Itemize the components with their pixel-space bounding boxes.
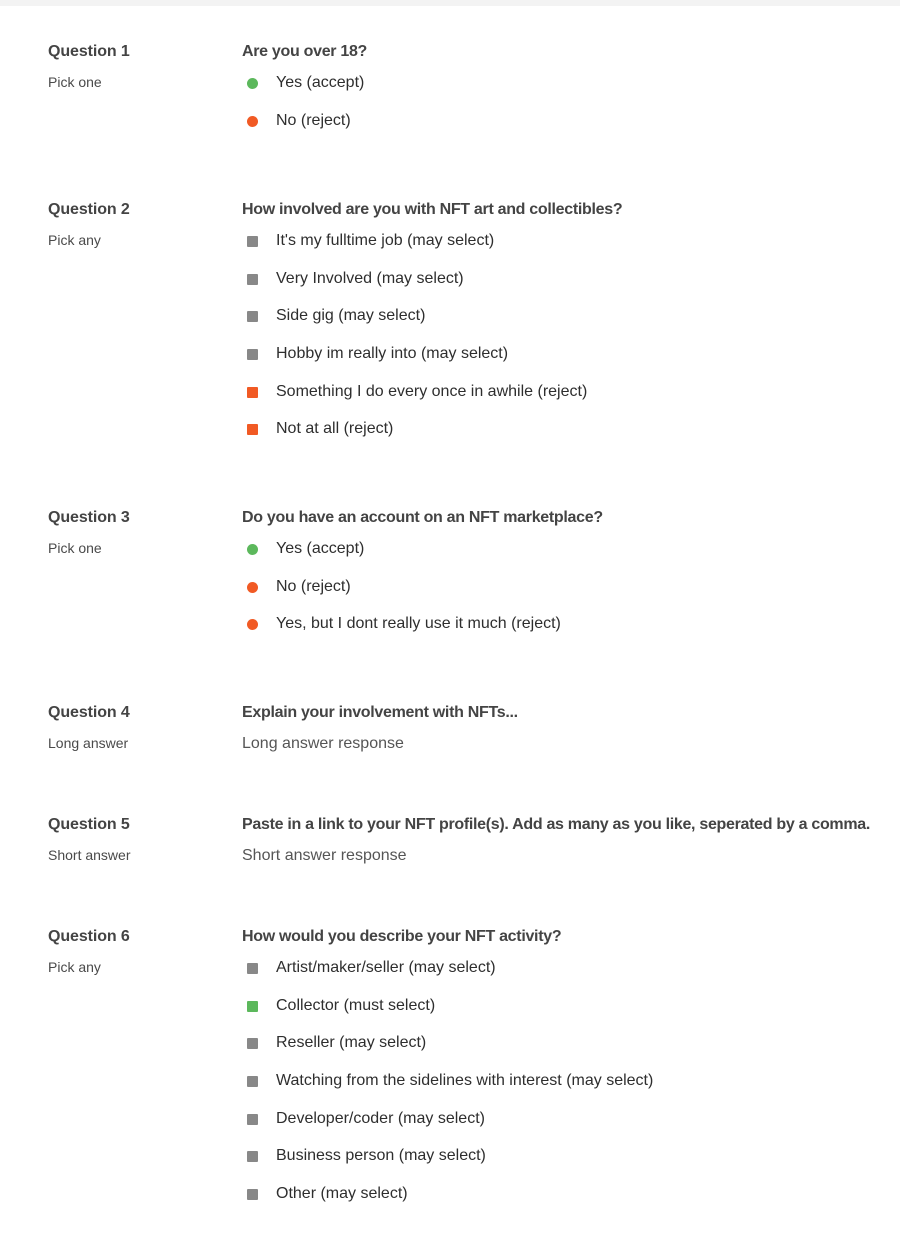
question-number: Question 3 xyxy=(48,509,130,526)
radio-dot-icon xyxy=(247,544,258,555)
checkbox-square-icon xyxy=(247,274,258,285)
question-content xyxy=(242,200,892,456)
option-item[interactable] xyxy=(242,538,892,576)
option-label: Collector (must select) xyxy=(276,996,436,1014)
question-meta xyxy=(48,703,228,752)
question-title: How involved are you with NFT art and collectibles? xyxy=(242,201,623,218)
option-item[interactable] xyxy=(242,381,892,419)
option-list xyxy=(242,957,892,1221)
checkbox-square-icon xyxy=(247,1151,258,1162)
question-meta xyxy=(48,815,228,864)
question-title: How would you describe your NFT activity? xyxy=(242,928,562,945)
question-meta xyxy=(48,508,228,557)
radio-dot-icon xyxy=(247,78,258,89)
option-item[interactable] xyxy=(242,957,892,995)
question-type: Pick any xyxy=(48,959,101,975)
checkbox-square-icon xyxy=(247,387,258,398)
question-content xyxy=(242,815,892,867)
question-type: Pick one xyxy=(48,540,102,556)
option-list xyxy=(242,230,892,456)
option-label: Artist/maker/seller (may select) xyxy=(276,959,496,976)
question-number: Question 4 xyxy=(48,704,130,721)
question-content xyxy=(242,703,892,755)
option-item[interactable] xyxy=(242,110,892,148)
option-item[interactable] xyxy=(242,343,892,381)
question-type: Pick any xyxy=(48,232,101,248)
option-label: Reseller (may select) xyxy=(276,1034,427,1052)
checkbox-square-icon xyxy=(247,1038,258,1049)
option-label: Other (may select) xyxy=(276,1185,408,1203)
option-list xyxy=(242,538,892,651)
option-item[interactable] xyxy=(242,418,892,456)
checkbox-square-icon xyxy=(247,1076,258,1087)
question-type: Pick one xyxy=(48,74,102,90)
option-item[interactable] xyxy=(242,1145,892,1183)
checkbox-square-icon xyxy=(247,1114,258,1125)
checkbox-square-icon xyxy=(247,311,258,322)
question-meta xyxy=(48,200,228,249)
radio-dot-icon xyxy=(247,619,258,630)
checkbox-square-icon xyxy=(247,1189,258,1200)
answer-response[interactable]: Long answer response xyxy=(242,735,404,752)
question-meta xyxy=(48,927,228,976)
option-item[interactable] xyxy=(242,72,892,110)
checkbox-square-icon xyxy=(247,1001,258,1012)
checkbox-square-icon xyxy=(247,963,258,974)
answer-response[interactable]: Short answer response xyxy=(242,847,407,864)
radio-dot-icon xyxy=(247,582,258,593)
option-label: Something I do every once in awhile (reject) xyxy=(276,382,588,400)
question-number: Question 5 xyxy=(48,816,130,833)
question-type: Short answer xyxy=(48,847,131,863)
option-item[interactable] xyxy=(242,268,892,306)
question-title: Paste in a link to your NFT profile(s). Add as many as you like, seperated by a comma. xyxy=(242,816,871,833)
checkbox-square-icon xyxy=(247,236,258,247)
question-content xyxy=(242,927,892,1221)
question-type: Long answer xyxy=(48,735,129,751)
question-meta xyxy=(48,42,228,91)
option-label: Side gig (may select) xyxy=(276,307,426,325)
question-title: Explain your involvement with NFTs... xyxy=(242,704,518,721)
option-label: Very Involved (may select) xyxy=(276,269,464,287)
question-number: Question 1 xyxy=(48,43,130,60)
option-item[interactable] xyxy=(242,1183,892,1221)
question-title: Are you over 18? xyxy=(242,43,368,60)
option-label: No (reject) xyxy=(276,577,351,595)
option-label: Yes, but I dont really use it much (reject) xyxy=(276,615,561,633)
option-label: Developer/coder (may select) xyxy=(276,1109,485,1127)
radio-dot-icon xyxy=(247,116,258,127)
option-label: It's my fulltime job (may select) xyxy=(276,232,495,249)
question-number: Question 6 xyxy=(48,928,130,945)
question-content xyxy=(242,508,892,651)
top-bar xyxy=(0,0,900,6)
option-item[interactable] xyxy=(242,1070,892,1108)
option-label: No (reject) xyxy=(276,111,351,129)
option-label: Business person (may select) xyxy=(276,1147,486,1165)
checkbox-square-icon xyxy=(247,424,258,435)
option-label: Hobby im really into (may select) xyxy=(276,345,509,363)
option-label: Yes (accept) xyxy=(276,540,365,557)
question-number: Question 2 xyxy=(48,201,130,218)
question-title: Do you have an account on an NFT marketplace? xyxy=(242,509,603,526)
checkbox-square-icon xyxy=(247,349,258,360)
option-item[interactable] xyxy=(242,230,892,268)
option-label: Not at all (reject) xyxy=(276,420,394,438)
option-item[interactable] xyxy=(242,1108,892,1146)
option-label: Yes (accept) xyxy=(276,74,365,91)
option-item[interactable] xyxy=(242,576,892,614)
option-item[interactable] xyxy=(242,305,892,343)
option-label: Watching from the sidelines with interest (may select) xyxy=(276,1072,654,1090)
option-item[interactable] xyxy=(242,1032,892,1070)
option-list xyxy=(242,72,892,147)
option-item[interactable] xyxy=(242,613,892,651)
question-content xyxy=(242,42,892,147)
option-item[interactable] xyxy=(242,995,892,1033)
